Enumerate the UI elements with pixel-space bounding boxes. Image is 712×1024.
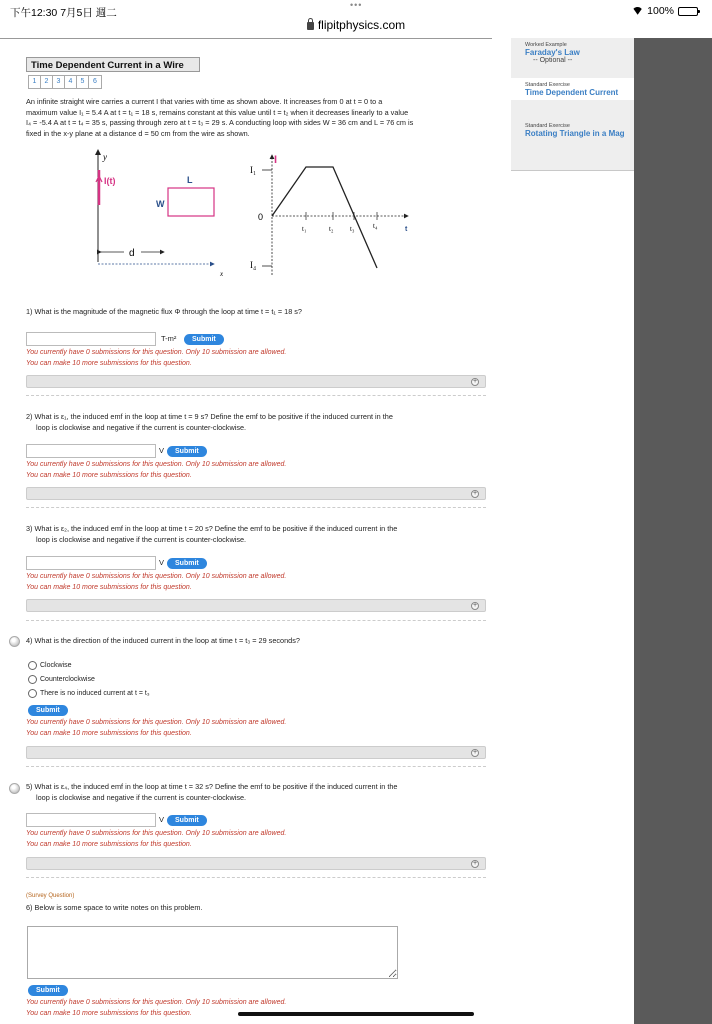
submission-remaining-note: You can make 10 more submissions for this question. [26,1009,192,1017]
t3-label: t₃ [350,225,355,233]
question-2-input[interactable] [26,444,156,458]
radio-button[interactable] [28,675,37,684]
submission-count-note: You currently have 0 submissions for this question. Only 10 submission are allowed. [26,461,287,468]
conducting-loop [168,188,214,216]
question-5-status-icon [9,783,20,794]
loop-W-label: W [156,199,165,209]
submission-note [26,829,286,850]
problem-figure [0,0,712,300]
question-1-help-bar[interactable] [26,375,486,388]
question-5-line: loop is clockwise and negative if the current is counter-clockwise. [36,793,247,802]
question-5-line: 5) What is ε₄, the induced emf in the loop at time t = 32 s? Define the emf to be positive if the induced current in the [26,782,398,791]
question-2-submit-button[interactable]: Submit [167,446,207,457]
submission-remaining-note: You can make 10 more submissions for this question. [26,729,192,737]
option-label: Clockwise [40,662,72,669]
option-label: There is no induced current at t = t₃ [40,690,150,697]
I4-label: I₄ [250,260,257,270]
t4-label: t₄ [373,222,378,230]
submission-note [26,718,286,739]
sidebar-item-link[interactable]: Time Dependent Current [525,88,619,97]
question-1-submit-button[interactable]: Submit [184,334,224,345]
current-curve [272,167,377,268]
tab-part-5[interactable]: 5 [77,76,89,88]
sidebar-item-category: Worked Example [525,42,567,48]
question-2-help-bar[interactable] [26,487,486,500]
question-5-text [26,781,398,803]
submission-note [26,348,286,369]
question-divider [26,877,486,878]
submission-note [26,460,286,481]
tab-part-1[interactable]: 1 [29,76,41,88]
expand-plus-icon[interactable]: + [472,860,478,867]
question-1-input[interactable] [26,332,156,346]
question-1-unit: T-m² [161,334,177,343]
expand-plus-icon[interactable]: + [472,749,478,756]
submission-count-note: You currently have 0 submissions for this question. Only 10 submission are allowed. [26,830,287,837]
home-indicator[interactable] [238,1012,474,1016]
submission-count-note: You currently have 0 submissions for this question. Only 10 submission are allowed. [26,719,287,726]
submission-count-note: You currently have 0 submissions for this question. Only 10 submission are allowed. [26,349,287,356]
question-4-status-icon [9,636,20,647]
question-3-submit-button[interactable]: Submit [167,558,207,569]
submission-remaining-note: You can make 10 more submissions for this question. [26,583,192,591]
submission-remaining-note: You can make 10 more submissions for this question. [26,840,192,848]
radio-button[interactable] [28,689,37,698]
battery-percent: 100% [647,5,674,17]
submission-count-note: You currently have 0 submissions for this question. Only 10 submission are allowed. [26,573,287,580]
notes-textarea[interactable] [27,926,398,979]
expand-plus-icon[interactable]: + [472,602,478,609]
zero-label: 0 [258,212,264,222]
question-divider [26,395,486,396]
tab-part-2[interactable]: 2 [41,76,53,88]
question-3-text [26,523,398,545]
problem-line: maximum value I₁ = 5.4 A at t = t₁ = 18 s, remains constant at this value until t = t₂ when it decreases linearly to a value [26,107,409,117]
submission-remaining-note: You can make 10 more submissions for this question. [26,359,192,367]
I1-label: I₁ [250,165,257,175]
page-title: Time Dependent Current in a Wire [26,57,200,72]
question-5-submit-button[interactable]: Submit [167,815,207,826]
current-label: I(t) [104,176,116,186]
url-text: flipitphysics.com [317,18,406,32]
question-3-input[interactable] [26,556,156,570]
sidebar-item-optional: -- Optional -- [533,57,573,64]
question-2-text [26,411,393,433]
x-axis-label: x [220,270,224,278]
question-2-unit: V [159,446,165,455]
question-divider [26,766,486,767]
sidebar-item-category: Standard Exercise [525,123,570,129]
distance-d-label: d [129,248,135,259]
sidebar-item-link[interactable]: Rotating Triangle in a Mag [525,129,625,138]
expand-plus-icon[interactable]: + [472,490,478,497]
question-6-text: 6) Below is some space to write notes on this problem. [26,903,203,912]
submission-remaining-note: You can make 10 more submissions for this question. [26,471,192,479]
problem-line: I₄ = -5.4 A at t = t₄ = 35 s, passing through zero at t = t₃ = 29 s. A conducting loop with sides W = 36 cm and L = 76 cm is [26,118,414,127]
question-4-option-counterclockwise[interactable] [28,675,95,684]
question-3-line: 3) What is ε₂, the induced emf in the loop at time t = 20 s? Define the emf to be positive if the induced current in the [26,524,398,533]
current-axis-label: I [274,154,278,166]
loop-L-label: L [187,175,193,185]
question-5-unit: V [159,815,165,824]
problem-line: fixed in the x-y plane at a distance d = 50 cm from the wire as shown. [26,128,250,138]
sidebar-item-link[interactable]: Faraday's Law [525,48,580,57]
t2-label: t₂ [329,225,334,233]
question-4-text: 4) What is the direction of the induced current in the loop at time t = t₃ = 29 seconds? [26,636,300,645]
question-5-input[interactable] [26,813,156,827]
survey-label: (Survey Question) [26,893,75,899]
t-axis-label: t [405,226,408,233]
t1-label: t₁ [302,225,307,233]
submission-count-note: You currently have 0 submissions for this question. Only 10 submission are allowed. [26,999,287,1006]
question-4-option-clockwise[interactable] [28,661,72,670]
question-3-line: loop is clockwise and negative if the current is counter-clockwise. [36,535,247,544]
question-1-text: 1) What is the magnitude of the magnetic flux Φ through the loop at time t = t₁ = 18 s? [26,307,302,316]
question-4-option-none[interactable] [28,689,150,698]
question-2-line: loop is clockwise and negative if the current is counter-clockwise. [36,423,247,432]
tab-part-3[interactable]: 3 [53,76,65,88]
option-label: Counterclockwise [40,676,95,683]
question-6-submit-button[interactable]: Submit [28,985,68,996]
problem-line: An infinite straight wire carries a current I that varies with time as shown above. It increases from 0 at t = 0 to a [26,97,383,106]
tab-part-6[interactable]: 6 [89,76,101,88]
tab-part-4[interactable]: 4 [65,76,77,88]
expand-plus-icon[interactable]: + [472,378,478,385]
question-2-line: 2) What is ε₁, the induced emf in the loop at time t = 9 s? Define the emf to be positive if the induced current in the [26,412,393,421]
submission-note [26,572,286,593]
y-axis-label: y [103,152,107,162]
question-4-submit-button[interactable]: Submit [28,705,68,716]
sidebar-item-category: Standard Exercise [525,82,570,88]
multitask-dots[interactable]: ••• [350,0,363,10]
question-5-help-bar[interactable] [26,857,486,870]
question-3-help-bar[interactable] [26,599,486,612]
status-time: 下午12:30 7月5日 週二 [10,7,117,19]
question-4-help-bar[interactable] [26,746,486,759]
radio-button[interactable] [28,661,37,670]
question-3-unit: V [159,558,165,567]
question-divider [26,507,486,508]
question-divider [26,620,486,621]
